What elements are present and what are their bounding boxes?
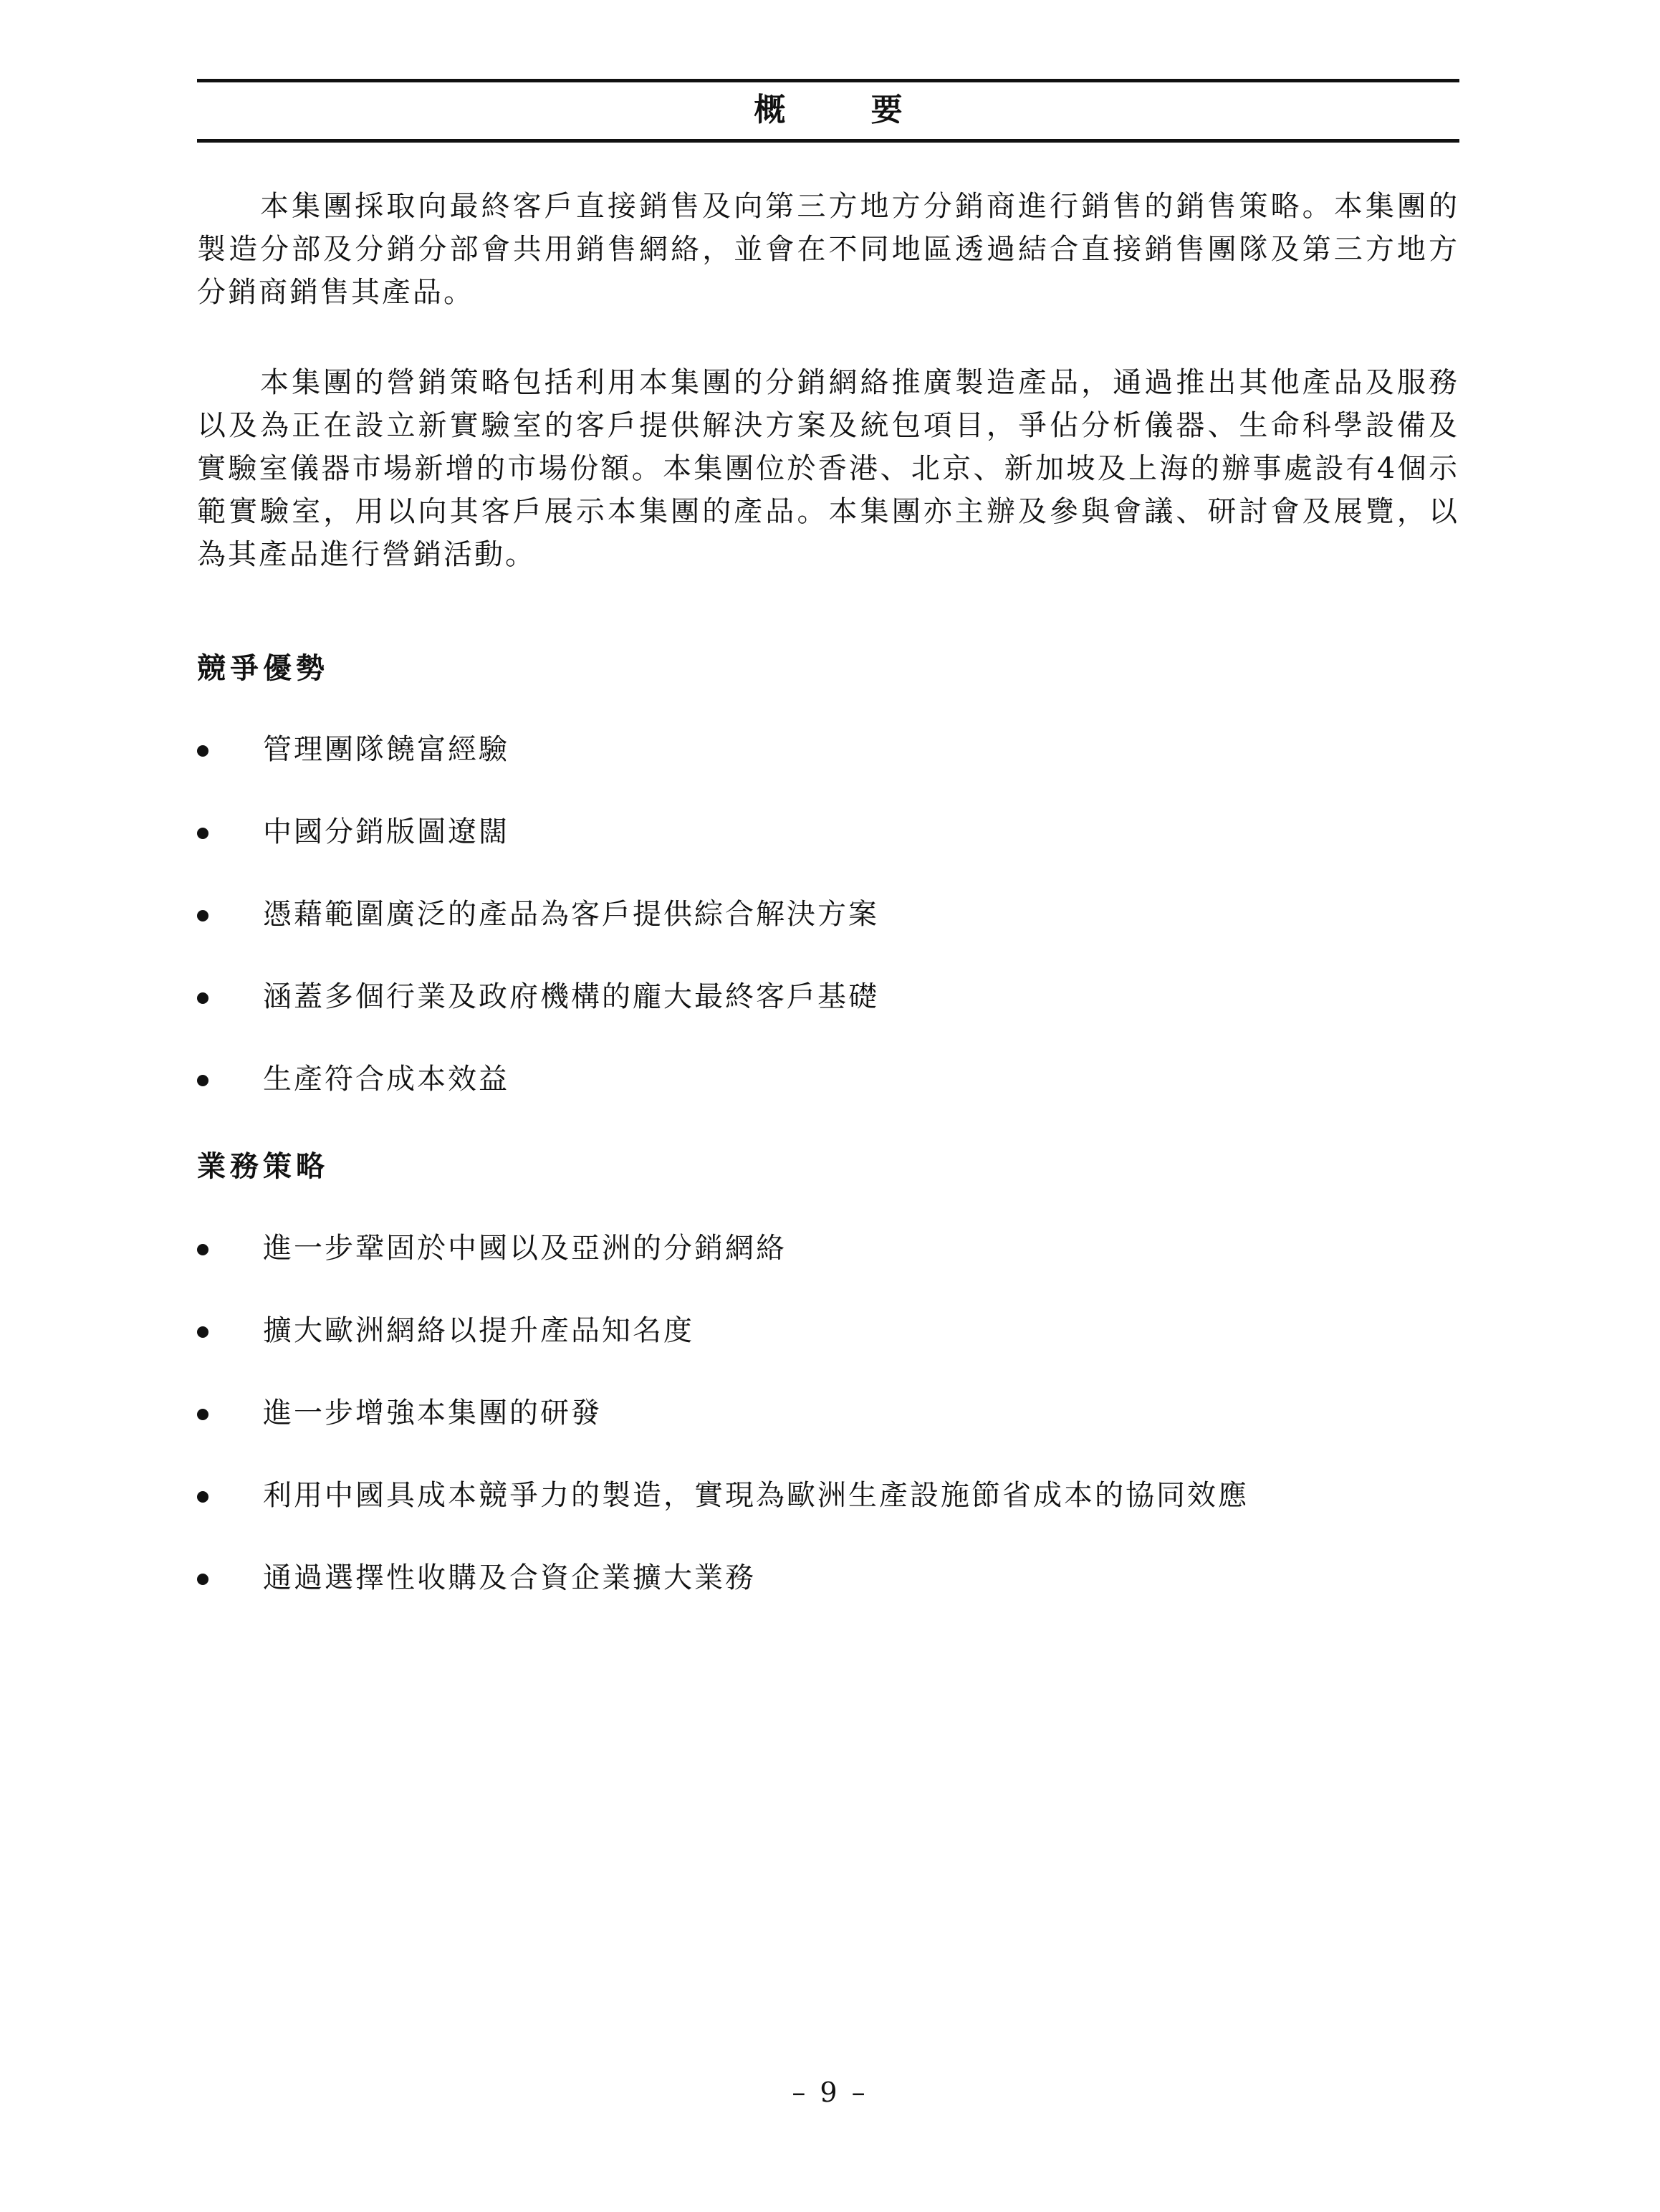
bullet-icon	[197, 745, 208, 757]
bullet-icon	[197, 828, 208, 839]
list-item-text: 利用中國具成本競爭力的製造，實現為歐洲生產設施節省成本的協同效應	[263, 1479, 1249, 1512]
list-item-text: 進一步增強本集團的研發	[263, 1397, 602, 1430]
bullet-icon	[197, 1326, 208, 1338]
section-heading-competitive-advantages: 競爭優勢	[197, 651, 329, 685]
bullet-icon	[197, 1491, 208, 1503]
competitive-advantages-list	[197, 729, 1459, 1141]
list-item	[197, 894, 1459, 977]
header-top-rule	[197, 79, 1459, 82]
bullet-icon	[197, 1409, 208, 1420]
page-number: – 9 –	[792, 2077, 868, 2108]
list-item	[197, 729, 1459, 812]
page-title: 概 要	[754, 92, 940, 128]
list-item-text: 管理團隊饒富經驗	[263, 733, 509, 766]
bullet-icon	[197, 910, 208, 921]
list-item	[197, 1558, 1459, 1640]
list-item-text: 涵蓋多個行業及政府機構的龐大最終客戶基礎	[263, 980, 879, 1013]
list-item-text: 通過選擇性收購及合資企業擴大業務	[263, 1561, 756, 1594]
header-bottom-rule	[197, 139, 1459, 143]
bullet-icon	[197, 992, 208, 1004]
list-item-text: 憑藉範圍廣泛的產品為客戶提供綜合解決方案	[263, 898, 879, 931]
bullet-icon	[197, 1075, 208, 1086]
list-item	[197, 1393, 1459, 1475]
list-item	[197, 1228, 1459, 1311]
list-item	[197, 812, 1459, 894]
paragraph-marketing-strategy: 本集團的營銷策略包括利用本集團的分銷網絡推廣製造產品，通過推出其他產品及服務以及為正在設立新實驗室的客戶提供解決方案及統包項目，爭佔分析儀器、生命科學設備及實驗室儀器市場新增的市場份額。本集團位於香港、北京、新加坡及上海的辦事處設有4個示範實驗室，用以向其客戶展示本集團的產品。本集團亦主辦及參與會議、研討會及展覽，以為其產品進行營銷活動。	[197, 366, 1459, 571]
list-item	[197, 1475, 1459, 1558]
list-item-text: 中國分銷版圖遼闊	[263, 815, 509, 848]
paragraph-sales-strategy: 本集團採取向最終客戶直接銷售及向第三方地方分銷商進行銷售的銷售策略。本集團的製造分部及分銷分部會共用銷售網絡，並會在不同地區透過結合直接銷售團隊及第三方地方分銷商銷售其產品。	[197, 190, 1459, 309]
list-item-text: 生產符合成本效益	[263, 1063, 509, 1096]
list-item	[197, 1311, 1459, 1393]
list-item	[197, 977, 1459, 1059]
section-heading-business-strategies: 業務策略	[197, 1149, 329, 1183]
list-item-text: 擴大歐洲網絡以提升產品知名度	[263, 1314, 694, 1347]
business-strategies-list	[197, 1228, 1459, 1640]
list-item-text: 進一步鞏固於中國以及亞洲的分銷網絡	[263, 1232, 787, 1265]
page-header	[197, 79, 1459, 142]
bullet-icon	[197, 1574, 208, 1585]
list-item	[197, 1059, 1459, 1141]
bullet-icon	[197, 1244, 208, 1255]
